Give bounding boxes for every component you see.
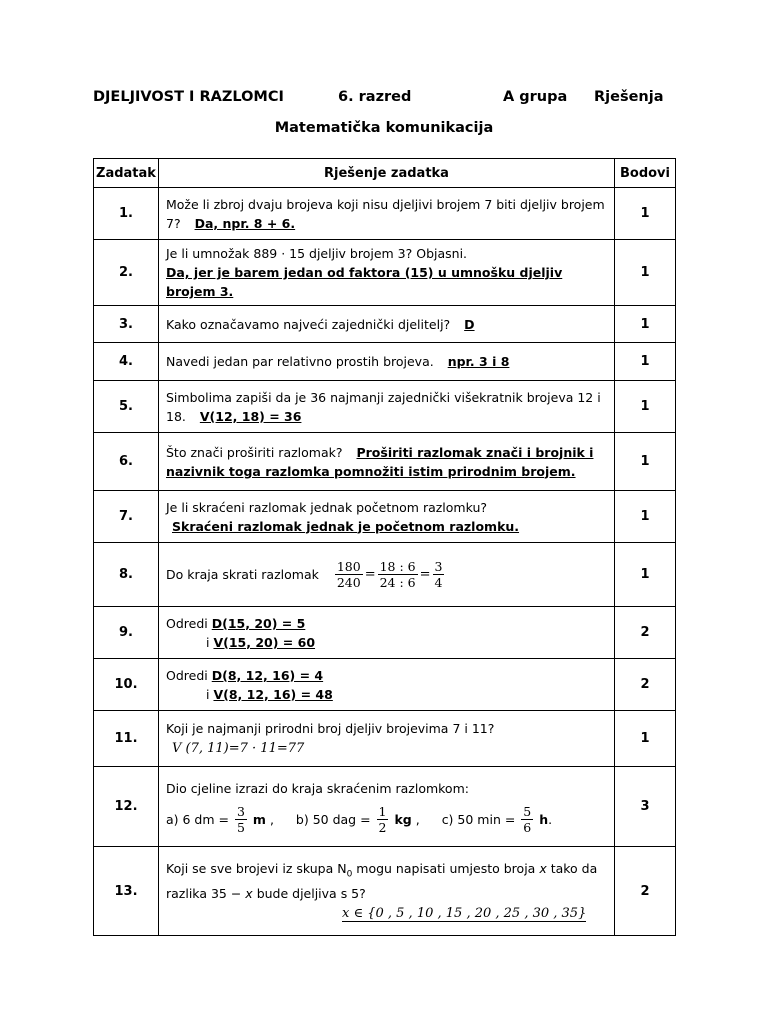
task-cell: Dio cjeline izrazi do kraja skraćenim razlomkom: a) 6 dm = $\frac{3}{5}$ m , b) 50 dag = $\frac{1}{2}$ kg , c) 50 min = $\frac{5}{6}$ h. <box>159 767 615 847</box>
task-question: Do kraja skrati razlomak <box>166 567 319 582</box>
conjunction: i <box>206 634 210 650</box>
table-row <box>94 847 676 936</box>
col-header-task: Zadatak <box>94 159 159 188</box>
table-row <box>94 711 676 767</box>
task-cell <box>159 659 615 711</box>
task-number: 6. <box>94 433 159 491</box>
task-number: 4. <box>94 343 159 381</box>
task-answer: D(15, 20) = 5 <box>211 615 306 631</box>
group-label: A grupa <box>503 89 568 105</box>
task-question: Dio cjeline izrazi do kraja skraćenim razlomkom: <box>166 780 469 796</box>
task-points: 1 <box>615 240 676 306</box>
task-question: Simbolima zapiši da je 36 najmanji zajednički višekratnik brojeva 12 i 18. <box>166 389 601 424</box>
task-answer: V(8, 12, 16) = 48 <box>213 686 333 702</box>
table-row <box>94 343 676 381</box>
unit-part-a: m <box>252 811 266 827</box>
task-number: 8. <box>94 543 159 607</box>
task-answer: D(8, 12, 16) = 4 <box>211 667 324 683</box>
task-answer: Proširiti razlomak znači i brojnik i nazivnik toga razlomka pomnožiti istim prirodnim brojem. <box>166 444 594 479</box>
task-number: 5. <box>94 381 159 433</box>
table-row <box>94 433 676 491</box>
task-number: 3. <box>94 306 159 343</box>
table-row <box>94 240 676 306</box>
task-question-part: Koji se sve brojevi iz skupa N <box>166 860 347 876</box>
col-header-points: Bodovi <box>615 159 676 188</box>
task-points: 1 <box>615 543 676 607</box>
fraction-division: $\frac{18 : 6}{24 : 6}$ <box>379 559 416 590</box>
task-question-part: mogu napisati umjesto broja <box>356 860 536 876</box>
task-answer: V(12, 18) = 36 <box>199 408 302 424</box>
grade-label: 6. razred <box>338 89 412 105</box>
task-points: 1 <box>615 433 676 491</box>
conjunction: i <box>206 686 210 702</box>
task-number: 1. <box>94 188 159 240</box>
task-answer: V(15, 20) = 60 <box>213 634 316 650</box>
fraction-part-a: $\frac{3}{5}$ <box>236 803 245 835</box>
task-points: 1 <box>615 381 676 433</box>
table-row <box>94 607 676 659</box>
task-question-part: tako da razlika 35 − <box>166 860 598 902</box>
task-answer: Da, jer je barem jedan od faktora (15) u umnošku djeljiv brojem 3. <box>166 265 563 299</box>
task-question: Odredi <box>166 615 208 631</box>
task-answer: V (7, 11)=7 · 11=77 <box>172 741 305 756</box>
part-a-label: a) 6 dm = <box>166 811 229 827</box>
variable-x: x <box>539 860 547 876</box>
task-points: 2 <box>615 847 676 936</box>
table-row <box>94 767 676 847</box>
task-answer: Skraćeni razlomak jednak je početnom razlomku. <box>172 518 520 534</box>
task-question: Je li skraćeni razlomak jednak početnom razlomku? <box>166 499 488 515</box>
task-cell <box>159 343 615 381</box>
task-question: Može li zbroj dvaju brojeva koji nisu djeljivi brojem 7 biti djeljiv brojem 7? <box>166 196 605 231</box>
variable-x: x <box>245 886 253 902</box>
task-answer: x ∈ {0 , 5 , 10 , 15 , 20 , 25 , 30 , 35} <box>342 906 587 922</box>
task-cell <box>159 306 615 343</box>
table-row <box>94 306 676 343</box>
fraction-original: $\frac{180}{240}$ <box>336 559 361 590</box>
task-points: 1 <box>615 306 676 343</box>
table-header-row <box>94 159 676 188</box>
table-row <box>94 491 676 543</box>
task-question: Odredi <box>166 667 208 683</box>
task-points: 1 <box>615 188 676 240</box>
task-answer: Da, npr. 8 + 6. <box>194 215 296 231</box>
part-b-label: b) 50 dag = <box>295 811 371 827</box>
document-subtitle: Matematička komunikacija <box>274 120 494 136</box>
task-number: 9. <box>94 607 159 659</box>
task-question: Kako označavamo najveći zajednički djelitelj? <box>166 316 451 332</box>
solutions-table <box>93 158 676 936</box>
fraction-result: $\frac{3}{4}$ <box>434 559 443 590</box>
task-points: 2 <box>615 659 676 711</box>
task-cell: Do kraja skrati razlomak $\frac{180}{240}$ = $\frac{18 : 6}{24 : 6}$ = $\frac{3}{4}$ <box>159 543 615 607</box>
task-answer: npr. 3 i 8 <box>447 354 510 369</box>
task-number: 11. <box>94 711 159 767</box>
table-row <box>94 543 676 607</box>
task-points: 1 <box>615 491 676 543</box>
task-number: 7. <box>94 491 159 543</box>
task-cell <box>159 188 615 240</box>
unit-part-c: h <box>539 811 549 827</box>
task-points: 3 <box>615 767 676 847</box>
table-row <box>94 188 676 240</box>
task-points: 1 <box>615 711 676 767</box>
task-number: 13. <box>94 847 159 936</box>
col-header-solution: Rješenje zadatka <box>159 159 615 188</box>
task-cell <box>159 240 615 306</box>
task-cell <box>159 711 615 767</box>
set-subscript: 0 <box>346 869 353 880</box>
task-answer: D <box>464 316 475 332</box>
table-row <box>94 659 676 711</box>
task-question: Navedi jedan par relativno prostih brojeva. <box>166 354 434 369</box>
solutions-label: Rješenja <box>594 89 664 105</box>
fraction-part-c: $\frac{5}{6}$ <box>523 803 532 835</box>
document-topic: DJELJIVOST I RAZLOMCI <box>93 89 284 105</box>
table-row <box>94 381 676 433</box>
task-number: 12. <box>94 767 159 847</box>
task-cell <box>159 381 615 433</box>
fraction-part-b: $\frac{1}{2}$ <box>378 803 387 835</box>
task-number: 2. <box>94 240 159 306</box>
task-question: Što znači proširiti razlomak? <box>166 444 343 460</box>
task-points: 1 <box>615 343 676 381</box>
task-cell <box>159 491 615 543</box>
task-number: 10. <box>94 659 159 711</box>
task-cell <box>159 607 615 659</box>
task-question: Koji je najmanji prirodni broj djeljiv brojevima 7 i 11? <box>166 721 495 736</box>
task-points: 2 <box>615 607 676 659</box>
unit-part-b: kg <box>394 811 412 827</box>
task-cell <box>159 433 615 491</box>
task-question: Je li umnožak 889 · 15 djeljiv brojem 3? Objasni. <box>166 246 468 261</box>
part-c-label: c) 50 min = <box>441 811 516 827</box>
task-question-part: bude djeljiva s 5? <box>256 886 366 902</box>
task-cell <box>159 847 615 936</box>
